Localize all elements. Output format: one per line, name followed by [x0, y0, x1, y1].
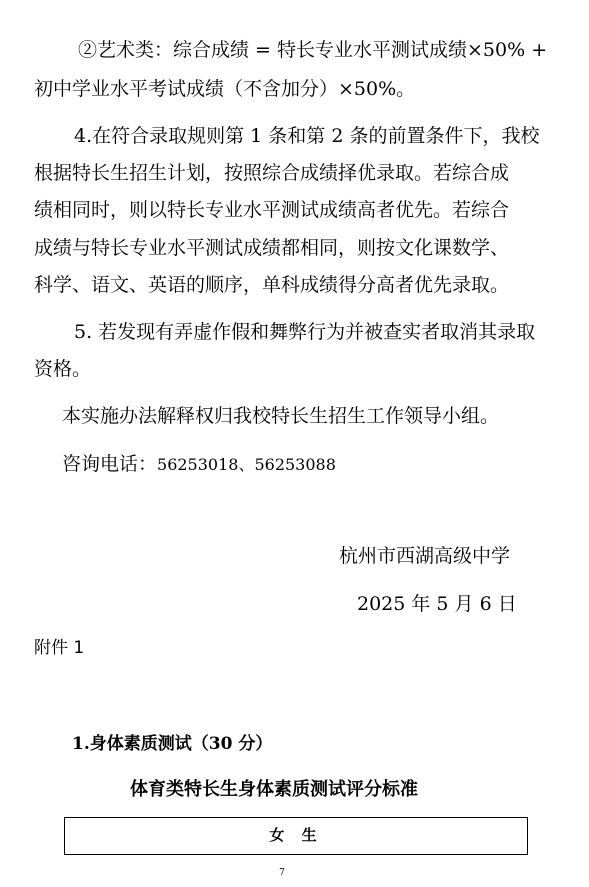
table-title: 体育类特长生身体素质测试评分标准 — [130, 779, 418, 800]
rule-4-line-5: 科学、语文、英语的顺序，单科成绩得分高者优先录取。 — [34, 274, 510, 296]
consult-phone — [62, 452, 336, 477]
rule-4-line-2: 根据特长生招生计划，按照综合成绩择优录取。若综合成 — [34, 162, 510, 184]
page-number: 7 — [279, 868, 285, 878]
consult-phone-numbers: 56253018、56253088 — [157, 455, 336, 474]
rule-5-line-2: 资格。 — [34, 358, 92, 380]
section-title: 1.身体素质测试（30 分） — [72, 734, 273, 754]
rule-4-line-4: 成绩与特长专业水平测试成绩都相同，则按文化课数学、 — [34, 237, 510, 259]
table-header-female: 女 生 — [269, 826, 323, 844]
interpretation-statement: 本实施办法解释权归我校特长生招生工作领导小组。 — [62, 405, 500, 427]
appendix-label: 附件 1 — [34, 638, 85, 658]
school-signature: 杭州市西湖高级中学 — [339, 545, 511, 567]
rule-5-line-1: 5. 若发现有弄虚作假和舞弊行为并被查实者取消其录取 — [74, 321, 536, 343]
rule-4-line-1: 4.在符合录取规则第 1 条和第 2 条的前置条件下，我校 — [74, 125, 540, 147]
art-category-line-1: ②艺术类：综合成绩 = 特长专业水平测试成绩×50% + — [78, 39, 548, 61]
rule-4-line-3: 绩相同时，则以特长专业水平测试成绩高者优先。若综合 — [34, 199, 510, 221]
scoring-table — [64, 817, 528, 855]
art-category-line-2: 初中学业水平考试成绩（不含加分）×50%。 — [34, 78, 416, 100]
signature-date: 2025 年 5 月 6 日 — [357, 593, 517, 615]
consult-phone-label: 咨询电话： — [62, 453, 158, 475]
